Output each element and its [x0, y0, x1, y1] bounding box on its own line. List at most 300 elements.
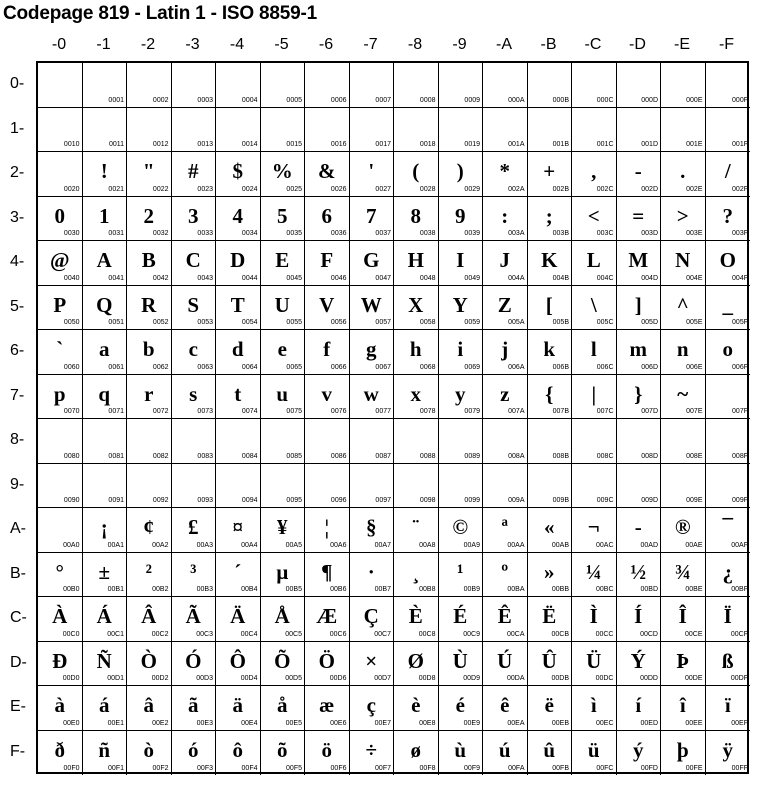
char-glyph: S [187, 292, 200, 317]
char-cell [528, 686, 573, 731]
char-code: 00D5 [285, 675, 302, 682]
char-cell [483, 152, 528, 197]
char-code: 0050 [63, 319, 80, 326]
char-code: 00E9 [463, 719, 480, 727]
char-cell [127, 197, 172, 242]
column-label: -D [629, 36, 646, 53]
char-cell [127, 241, 172, 286]
char-glyph: â [143, 693, 154, 717]
char-cell [261, 108, 306, 153]
char-cell [261, 241, 306, 286]
char-cell [216, 731, 261, 776]
char-glyph: Ô [229, 648, 246, 673]
char-cell [706, 553, 751, 598]
char-code: 00F1 [108, 765, 124, 772]
char-cell [706, 464, 751, 509]
char-cell [706, 642, 751, 687]
char-code: 00DF [730, 675, 748, 682]
char-cell [661, 241, 706, 286]
char-code: 001F [732, 141, 748, 148]
char-cell [394, 197, 439, 242]
char-cell [216, 241, 261, 286]
char-code: 0089 [464, 452, 480, 460]
column-label: -5 [274, 36, 289, 53]
char-glyph: q [98, 381, 111, 406]
char-cell [83, 375, 128, 420]
char-cell [528, 330, 573, 375]
char-code: 00A0 [63, 541, 80, 549]
row-label: C- [10, 609, 27, 626]
char-code: 0014 [241, 141, 258, 148]
char-code: 00E8 [419, 719, 436, 727]
char-cell [617, 597, 662, 642]
char-cell [127, 642, 172, 687]
char-code: 007F [732, 408, 748, 415]
char-cell [706, 686, 751, 731]
char-glyph: Í [634, 604, 643, 628]
char-cell [83, 508, 128, 553]
char-glyph: ý [633, 737, 644, 762]
char-code: 0047 [375, 274, 391, 282]
char-cell [617, 686, 662, 731]
char-code: 00F7 [375, 765, 391, 772]
char-cell [83, 597, 128, 642]
char-cell [216, 375, 261, 420]
char-glyph: i [457, 337, 464, 361]
char-cell [216, 553, 261, 598]
char-cell [305, 63, 350, 108]
char-cell [216, 197, 261, 242]
char-code: 00AB [551, 541, 569, 549]
char-glyph: ñ [98, 737, 111, 762]
char-code: 00DB [551, 675, 569, 682]
char-cell [528, 375, 573, 420]
char-cell [172, 597, 217, 642]
char-cell [216, 152, 261, 197]
char-glyph: Ó [185, 648, 202, 673]
char-cell [528, 286, 573, 331]
char-code: 009B [552, 497, 569, 504]
char-glyph: ± [98, 559, 111, 584]
char-glyph: Á [96, 604, 112, 628]
char-code: 00B3 [196, 586, 213, 593]
char-cell [38, 553, 83, 598]
char-glyph: ¦ [324, 515, 330, 539]
char-code: 0073 [197, 408, 213, 415]
char-cell [572, 464, 617, 509]
char-code: 00AF [731, 541, 748, 549]
char-glyph: - [634, 159, 642, 183]
char-cell [483, 642, 528, 687]
char-cell [706, 241, 751, 286]
char-code: 0028 [419, 185, 436, 193]
char-code: 003D [641, 230, 658, 237]
char-code: 0041 [108, 274, 124, 282]
char-glyph: þ [676, 737, 689, 762]
row-label: 0- [10, 75, 25, 92]
char-cell [350, 63, 395, 108]
char-glyph: g [366, 337, 377, 361]
char-cell [572, 152, 617, 197]
char-code: 0020 [63, 185, 80, 193]
char-cell [572, 508, 617, 553]
char-code: 0013 [197, 141, 213, 148]
char-code: 00BD [640, 586, 658, 593]
char-glyph: 7 [366, 203, 377, 228]
char-glyph: O [719, 248, 736, 272]
char-cell [38, 597, 83, 642]
char-glyph: ë [544, 693, 554, 717]
char-code: 00C8 [418, 630, 436, 638]
char-code: 0045 [286, 274, 302, 282]
char-cell [528, 152, 573, 197]
page-title: Codepage 819 - Latin 1 - ISO 8859-1 [3, 3, 317, 24]
char-glyph: Ý [630, 648, 646, 673]
char-cell [350, 108, 395, 153]
char-glyph: Ü [586, 648, 602, 673]
char-glyph: x [410, 381, 421, 406]
char-cell [661, 375, 706, 420]
char-code: 0044 [241, 274, 258, 282]
char-cell [305, 330, 350, 375]
char-code: 0097 [375, 497, 391, 504]
char-glyph: P [53, 292, 67, 317]
char-glyph: Q [96, 292, 113, 317]
char-code: 00DC [595, 675, 614, 682]
char-code: 0098 [419, 497, 436, 504]
char-code: 00D8 [418, 675, 436, 682]
char-cell [350, 152, 395, 197]
char-cell [439, 686, 484, 731]
char-code: 0009 [464, 96, 480, 104]
char-code: 004A [508, 274, 525, 282]
char-cell [572, 330, 617, 375]
char-code: 0016 [330, 141, 347, 148]
column-label: -9 [452, 36, 467, 53]
char-cell [572, 375, 617, 420]
char-glyph: Ì [589, 604, 598, 628]
char-code: 002F [732, 185, 748, 193]
char-glyph: Â [141, 604, 157, 628]
char-code: 007B [552, 408, 569, 415]
char-code: 0012 [152, 141, 169, 148]
char-cell [706, 731, 751, 776]
char-cell [483, 286, 528, 331]
char-glyph: k [543, 337, 556, 361]
char-glyph: 6 [321, 203, 332, 228]
char-code: 005E [686, 319, 703, 326]
char-cell [261, 553, 306, 598]
char-cell [439, 286, 484, 331]
char-code: 0077 [375, 408, 391, 415]
char-code: 00C4 [240, 630, 258, 638]
char-code: 00C3 [196, 630, 213, 638]
char-glyph: % [271, 159, 293, 183]
char-cell [617, 330, 662, 375]
char-code: 004F [732, 274, 748, 282]
char-cell [261, 642, 306, 687]
char-code: 00F6 [330, 765, 347, 772]
char-code: 00FC [596, 765, 614, 772]
char-code: 00A1 [107, 541, 124, 549]
char-glyph: î [679, 693, 686, 717]
char-code: 0040 [63, 274, 80, 282]
column-label: -8 [407, 36, 423, 53]
char-code: 00CF [730, 630, 748, 638]
char-code: 0010 [63, 141, 80, 148]
char-cell [661, 553, 706, 598]
char-code: 008C [596, 452, 614, 460]
char-glyph: M [628, 248, 649, 272]
char-code: 0042 [152, 274, 169, 282]
char-cell [350, 419, 395, 464]
char-glyph: - [634, 515, 642, 539]
char-glyph: I [456, 248, 465, 272]
char-code: 0079 [464, 408, 480, 415]
char-code: 0034 [241, 230, 258, 237]
char-glyph: W [360, 292, 382, 317]
char-glyph: ¨ [412, 515, 420, 539]
char-code: 00A8 [419, 541, 436, 549]
char-code: 008D [641, 452, 658, 460]
char-glyph: 0 [54, 203, 65, 228]
char-cell [483, 108, 528, 153]
char-glyph: @ [49, 248, 70, 272]
char-cell [127, 508, 172, 553]
char-code: 0023 [197, 185, 213, 193]
char-glyph: F [320, 248, 334, 272]
char-code: 00CA [506, 630, 525, 638]
char-cell [439, 108, 484, 153]
char-glyph: à [54, 693, 65, 717]
char-cell [83, 464, 128, 509]
char-code: 00E3 [196, 719, 213, 727]
char-code: 00F0 [63, 765, 80, 772]
char-glyph: u [276, 381, 289, 406]
char-code: 0019 [464, 141, 480, 148]
char-glyph: h [409, 337, 422, 361]
char-cell [350, 553, 395, 598]
char-glyph: ì [590, 693, 597, 717]
char-glyph: Ë [542, 604, 557, 628]
char-glyph: ~ [677, 381, 689, 406]
char-cell [350, 197, 395, 242]
char-code: 0063 [197, 363, 213, 371]
char-code: 0087 [375, 452, 391, 460]
row-label: 8- [10, 431, 25, 448]
char-cell [617, 419, 662, 464]
char-cell [617, 553, 662, 598]
char-cell [661, 419, 706, 464]
char-glyph: , [591, 159, 597, 183]
char-glyph: N [675, 248, 691, 272]
char-glyph: á [99, 693, 110, 717]
char-cell [172, 241, 217, 286]
char-glyph: z [500, 381, 510, 406]
char-cell [439, 597, 484, 642]
char-cell [528, 419, 573, 464]
char-code: 0083 [197, 452, 213, 460]
char-cell [483, 686, 528, 731]
row-label: 6- [10, 342, 25, 359]
char-code: 0027 [375, 185, 391, 193]
char-code: 0046 [330, 274, 347, 282]
char-glyph: » [544, 559, 555, 584]
char-glyph: Æ [316, 604, 338, 628]
char-glyph: ÿ [722, 737, 733, 762]
char-cell [83, 286, 128, 331]
char-glyph: Ð [52, 648, 68, 673]
char-cell [394, 597, 439, 642]
char-cell [661, 686, 706, 731]
char-glyph: ¤ [232, 515, 243, 539]
char-code: 0002 [152, 96, 169, 104]
char-glyph: ! [100, 159, 108, 183]
char-glyph: É [453, 604, 468, 628]
char-cell [528, 731, 573, 776]
char-cell [439, 330, 484, 375]
char-cell [83, 152, 128, 197]
char-glyph: " [142, 159, 155, 183]
char-cell [572, 286, 617, 331]
char-cell [617, 464, 662, 509]
char-cell [439, 63, 484, 108]
char-code: 008B [552, 452, 569, 460]
char-cell [216, 419, 261, 464]
char-cell [172, 508, 217, 553]
char-cell [350, 597, 395, 642]
row-label: B- [10, 564, 26, 582]
char-code: 009A [508, 497, 525, 504]
char-glyph: G [363, 248, 380, 272]
char-cell [38, 686, 83, 731]
char-glyph: ê [500, 693, 510, 717]
char-glyph: K [541, 248, 558, 272]
char-glyph: ½ [630, 559, 647, 584]
char-glyph: U [274, 292, 290, 317]
char-cell [572, 241, 617, 286]
char-cell [261, 508, 306, 553]
char-code: 00E2 [152, 719, 169, 727]
char-glyph: Å [274, 604, 290, 628]
char-code: 009E [686, 497, 703, 504]
char-glyph: R [141, 292, 157, 317]
char-glyph: Ù [452, 648, 468, 673]
char-cell [661, 108, 706, 153]
char-code: 0008 [419, 96, 436, 104]
char-code: 00A5 [285, 541, 302, 549]
char-code: 0068 [419, 363, 436, 371]
char-cell [483, 63, 528, 108]
char-code: 0099 [464, 497, 480, 504]
char-glyph: B [141, 248, 156, 272]
char-cell [172, 686, 217, 731]
char-code: 00EA [507, 719, 525, 727]
char-cell [305, 375, 350, 420]
char-glyph: ? [722, 203, 733, 228]
char-code: 0062 [152, 363, 169, 371]
char-cell [617, 197, 662, 242]
char-code: 0061 [108, 363, 124, 371]
char-code: 00F3 [197, 765, 213, 772]
char-cell [394, 152, 439, 197]
row-label: E- [10, 698, 26, 715]
char-code: 00A3 [196, 541, 213, 549]
char-glyph: Ä [230, 604, 246, 628]
char-code: 00BE [685, 586, 703, 593]
column-label: -6 [318, 36, 334, 53]
char-code: 0006 [330, 96, 347, 104]
char-code: 000C [596, 96, 614, 104]
char-glyph: + [543, 159, 556, 183]
char-cell [127, 419, 172, 464]
char-cell [38, 330, 83, 375]
char-cell [394, 286, 439, 331]
char-code: 00B8 [419, 586, 436, 593]
char-glyph: { [545, 381, 554, 406]
char-cell [483, 597, 528, 642]
char-cell [83, 553, 128, 598]
char-code: 0043 [197, 274, 213, 282]
char-glyph: / [724, 159, 731, 183]
char-code: 00E7 [374, 719, 391, 727]
char-glyph: ¼ [585, 559, 602, 584]
char-glyph: ¥ [277, 515, 288, 539]
char-glyph: . [680, 159, 686, 183]
char-code: 0017 [375, 141, 391, 148]
char-glyph: Ø [407, 648, 424, 673]
char-code: 00CB [551, 630, 569, 638]
char-code: 0033 [197, 230, 213, 237]
char-cell [439, 197, 484, 242]
row-label: 3- [10, 208, 25, 226]
char-code: 0011 [108, 141, 124, 148]
char-code: 0035 [286, 230, 302, 237]
char-glyph: ¾ [674, 559, 691, 584]
char-cell [394, 330, 439, 375]
char-code: 0059 [464, 319, 480, 326]
char-glyph: v [321, 381, 332, 406]
char-glyph: J [499, 248, 510, 272]
char-glyph: 5 [277, 203, 288, 228]
row-label: 4- [10, 253, 25, 270]
char-code: 008E [686, 452, 703, 460]
char-code: 004C [596, 274, 614, 282]
char-code: 000E [686, 96, 703, 104]
char-glyph: a [99, 337, 110, 361]
char-code: 004E [686, 274, 703, 282]
char-code: 00F2 [152, 765, 169, 772]
char-code: 0096 [330, 497, 347, 504]
char-code: 000A [508, 96, 525, 104]
char-cell [305, 419, 350, 464]
char-code: 00C1 [107, 630, 124, 638]
char-code: 00BA [507, 586, 525, 593]
char-glyph: D [230, 248, 246, 272]
char-cell [572, 108, 617, 153]
char-glyph: ò [143, 737, 154, 762]
char-code: 00D7 [374, 675, 391, 682]
char-cell [572, 197, 617, 242]
char-cell [38, 108, 83, 153]
char-cell [127, 731, 172, 776]
char-cell [172, 464, 217, 509]
char-code: 00EB [551, 719, 569, 727]
char-cell [483, 464, 528, 509]
column-label: -7 [363, 36, 378, 53]
char-cell [528, 642, 573, 687]
char-code: 0032 [152, 230, 169, 237]
